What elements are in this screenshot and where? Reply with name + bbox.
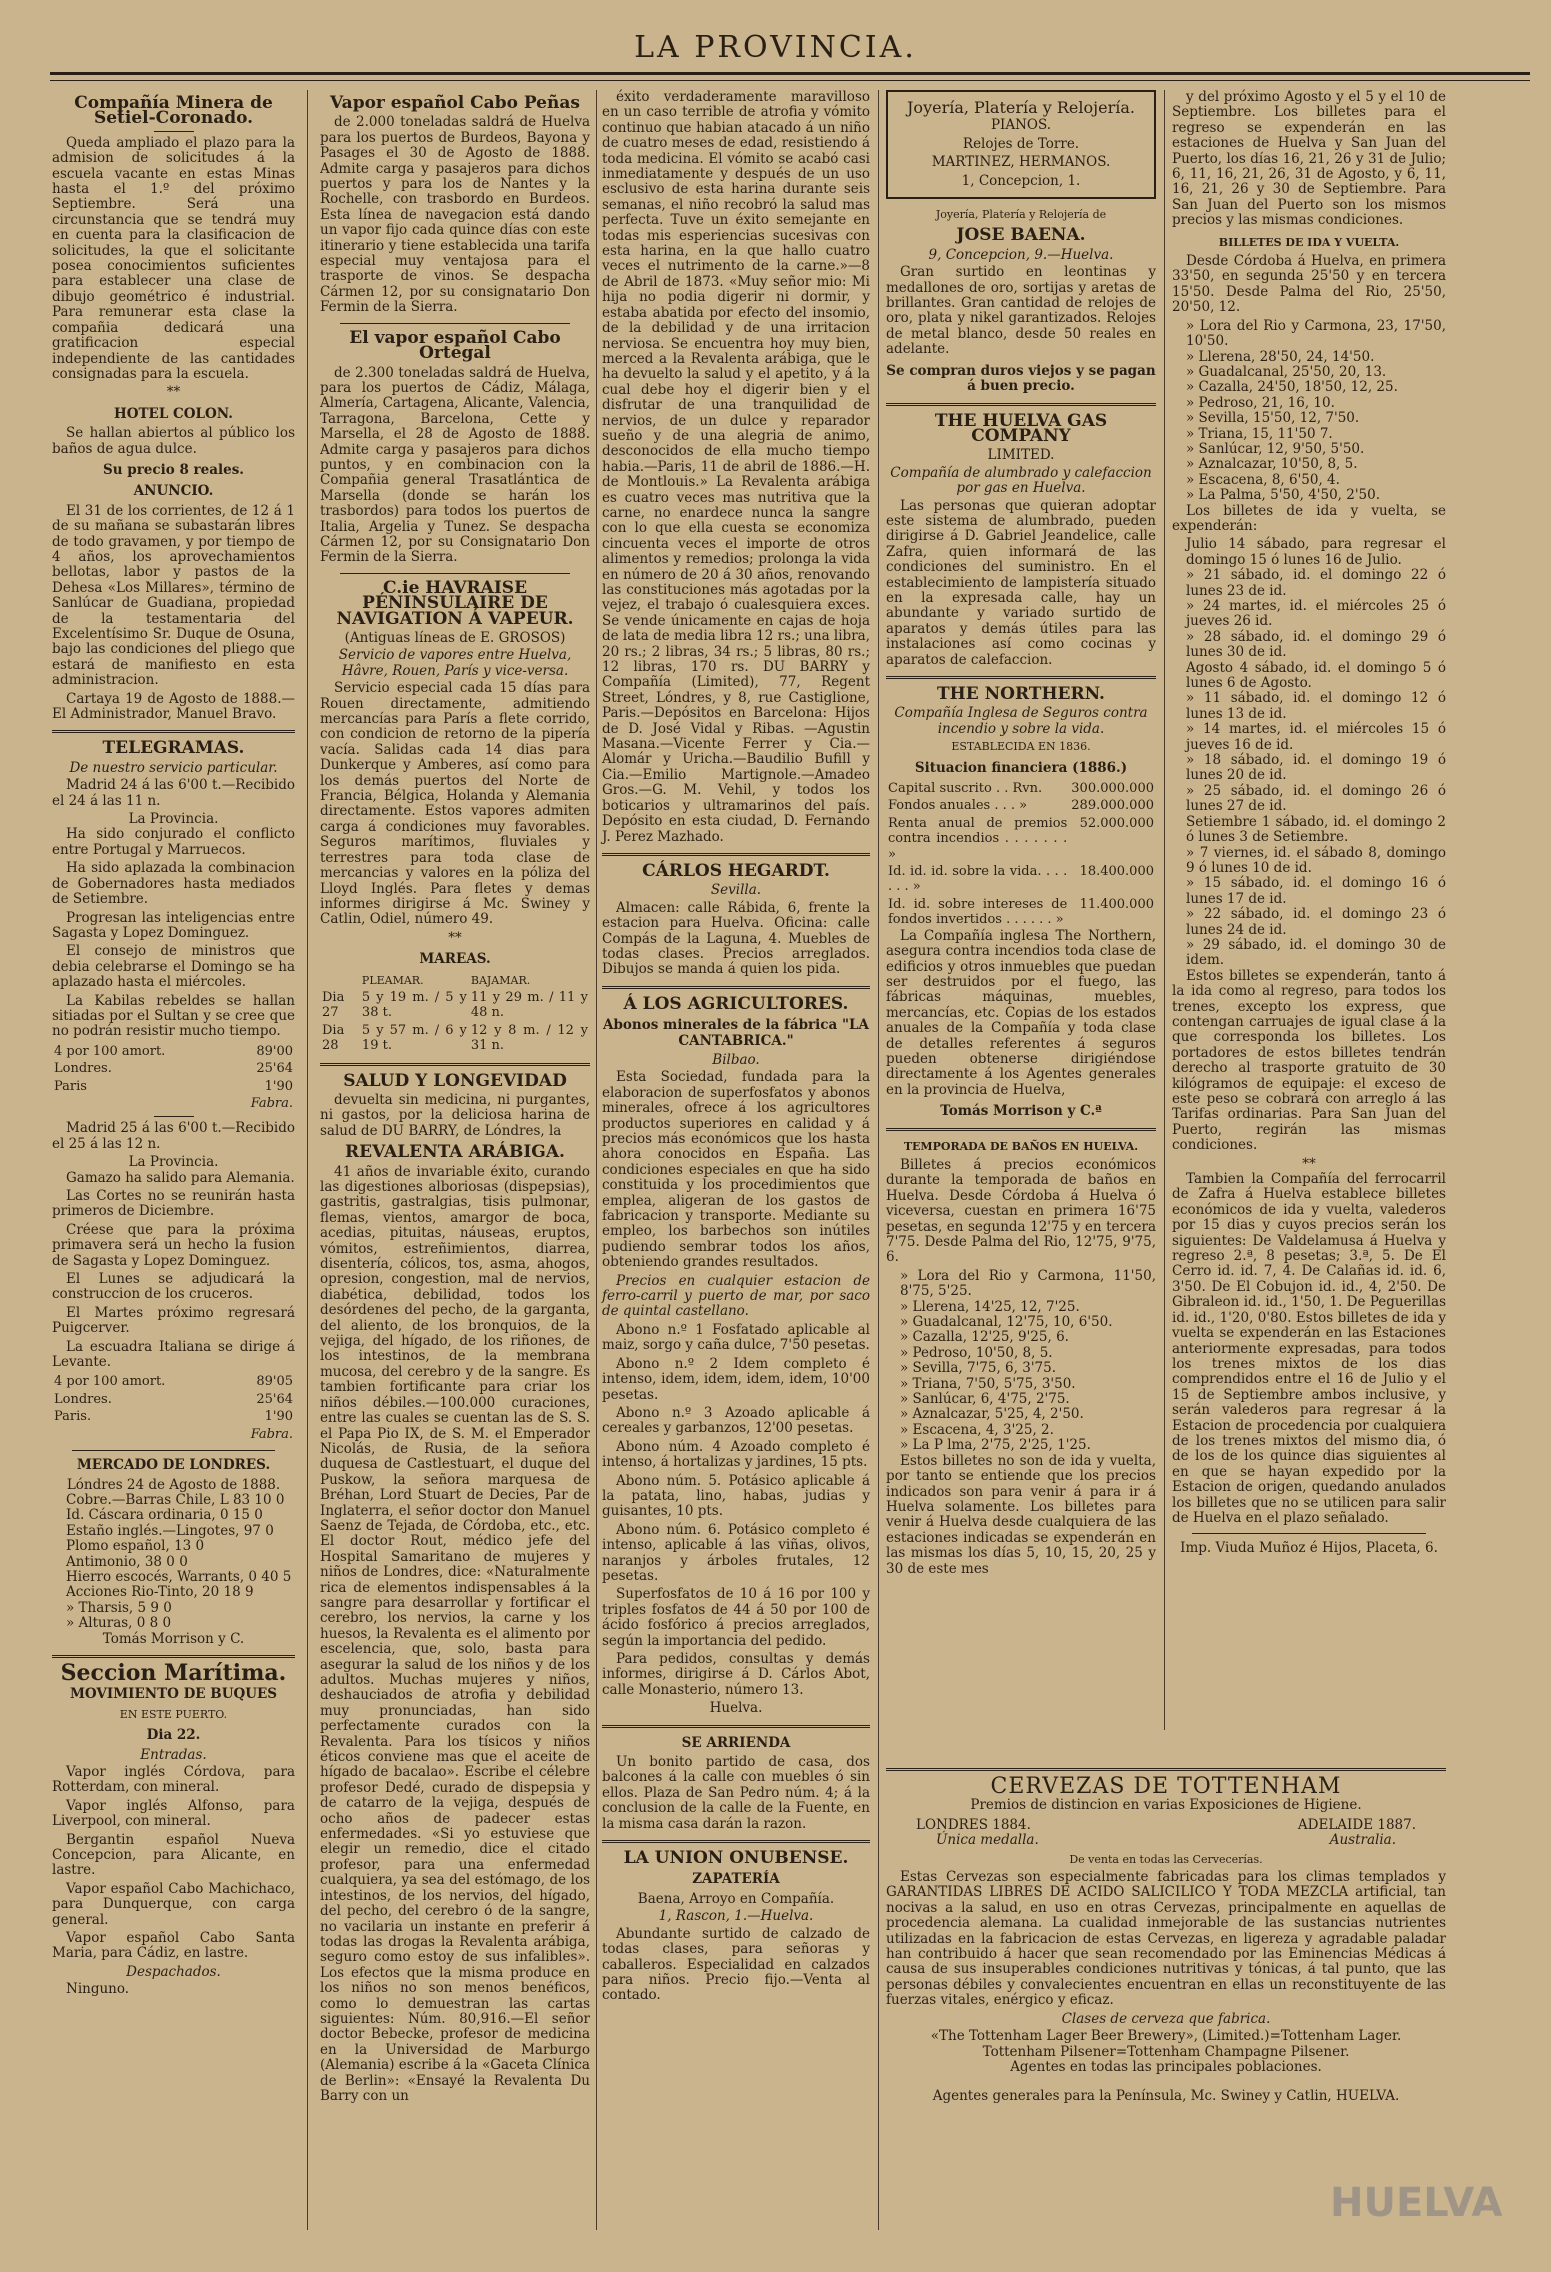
havraise-sub2: Servicio de vapores entre Huelva, Hâvre, Rouen, París y vice-versa. [338,647,572,679]
fecha-item: » 25 sábado, id. el domingo 26 ó lunes 27 de id. [1186,782,1446,815]
telegram2-item: El Lunes se adjudicará la construccion de los cruceros. [52,1271,295,1303]
arrienda-title: SE ARRIENDA [681,1734,791,1751]
telegram1-item: El consejo de ministros que debia celebrarse el Domingo se ha aplazado hasta el miércoles. [52,943,295,991]
idavuelta-item: » Sanlúcar, 12, 9'50, 5'50. [1186,440,1365,457]
agricultores-city2: Huelva. [709,1700,763,1717]
entrada-item: Vapor inglés Córdova, para Rotterdam, con mineral. [52,1764,295,1796]
hegardt-text: Almacen: calle Rábida, 6, frente la estacion para Huelva. Oficina: calle Compás de la Laguna, 4. Muebles de todas clases. Precios arreglados. Dibujos se manda á quien los pida. [602,899,870,978]
banos-item: » Aznalcazar, 5'25, 4, 2'50. [900,1406,1084,1423]
banos-text2: Estos billetes no son de ida y vuelta, por tanto se entiende que los precios indicados son para venir á para ir á Huelva solamente. Los billetes para venir á Huelva desde cualquiera de las estaciones indicadas se expenderán en las mismas los días 5, 10, 15, 20, 25 y 30 de este mes [886,1452,1156,1577]
northern-title: THE NORTHERN. [937,684,1105,704]
maritima-title: Seccion Marítima. [60,1659,287,1686]
agricultores-prices-head: Precios en cualquier estacion de ferro-carril y puerto de mar, por saco de quintal castellano. [602,1272,870,1320]
fecha-item: » 28 sábado, id. el domingo 29 ó lunes 30 de id. [1186,628,1446,661]
baena-buy: Se compran duros viejos y se pagan á buen precio. [886,362,1156,395]
telegram2-item: La escuadra Italiana se dirige á Levante. [52,1338,295,1371]
fecha-item: » 22 sábado, id. el domingo 23 ó lunes 24 de id. [1186,906,1446,938]
idavuelta-item: » Lora del Rio y Carmona, 23, 17'50, 10'50. [1186,317,1446,350]
ninguno-text: Ninguno. [66,1981,130,1998]
banos-item: » Triana, 7'50, 5'75, 3'50. [900,1375,1076,1392]
abono-item: Abono núm. 6. Potásico completo é intenso, aplicable á las viñas, olivos, naranjos y árboles frutales, 12 pesetas. [602,1521,870,1584]
revalenta-title: REVALENTA ARÁBIGA. [345,1142,565,1163]
abono-item: Para pedidos, consultas y demás informes, dirigirse á D. Cárlos Abot, calle Monasterio, número 13. [602,1651,870,1698]
telegram2-source: La Provincia. [128,1154,219,1171]
vapor1-title: Vapor español Cabo Peñas [330,93,580,113]
column-divider [1164,90,1165,1730]
hotel-text: Se hallan abiertos al público los baños de agua dulce. [52,425,295,457]
telegram1-head: Madrid 24 á las 6'00 t.—Recibido el 24 á las 11 n. [52,777,295,809]
movimiento-title: MOVIMIENTO DE BUQUES [69,1686,278,1703]
masthead-rule [50,72,1530,81]
telegram1-source: La Provincia. [128,811,219,828]
mercado-item: Cobre.—Barras Chile, L 83 10 0 [66,1491,285,1508]
banos-item: » Guadalcanal, 12'75, 10, 6'50. [900,1314,1113,1331]
tottenham-generales: Agentes generales para la Península, Mc. Swiney y Catlin, HUELVA. [932,2088,1400,2105]
abono-item: Abono núm. 5. Potásico aplicable á la patata, lino, habas, judias y guisantes, 10 pts. [602,1472,870,1520]
agricultores-city: Bilbao. [712,1051,760,1068]
telegram2-exchange: 4 por 100 amort. 89'05 Londres. 25'64 Paris. 1'90 Fabra. [54,1374,293,1442]
zapateria-text: Abundante surtido de calzado de todas clases, para señoras y caballeros. Especialidad en calzados para niños. Precio fijo.—Venta al contado. [602,1925,870,2004]
salud-intro: devuelta sin medicina, ni purgantes, ni gastos, por la deliciosa harina de salud de DU BARRY, de Lóndres, la [320,1091,590,1139]
tottenham-title: CERVEZAS DE TOTTENHAM [990,1774,1342,1799]
mercado-sign: Tomás Morrison y C. [102,1630,245,1647]
baena-addr: 9, Concepcion, 9.—Huelva. [928,246,1114,263]
banos-cont: y del próximo Agosto y el 5 y el 10 de Septiembre. Los billetes para el regreso se expenderán en las estaciones de Huelva y San Juan del Puerto, los días 16, 21, 26 y 31 de Julio; 6, 11, 16, 21, 26, 31 de Agosto, y 6, 11, 16, 21, 26 y 30 de Septiembre. Para San Juan del Puerto son los mismos precios y las mismas condiciones. [1172,89,1446,229]
tottenham-adelaide: ADELAIDE 1887. [1297,1816,1416,1833]
idavuelta-item: » Aznalcazar, 10'50, 8, 5. [1186,456,1358,473]
abono-item: Abono n.º 2 Idem completo é intenso, idem, idem, idem, idem, 10'00 pesetas. [602,1355,870,1403]
northern-est: ESTABLECIDA EN 1836. [951,740,1091,754]
hegardt-title: CÁRLOS HEGARDT. [642,860,830,881]
mercado-title: MERCADO DE LONDRES. [76,1457,271,1474]
northern-situacion: Situacion financiera (1886.) [914,759,1128,776]
fecha-item: » 24 martes, id. el miércoles 25 ó jueves 26 id. [1186,598,1446,630]
banos-item: » Cazalla, 12'25, 9'25, 6. [900,1329,1069,1346]
column-4 [886,90,1156,1720]
baena-head: Joyería, Platería y Relojería de [935,208,1107,222]
gas-text: Las personas que quieran adoptar este sistema de alumbrado, pueden dirigirse á D. Gabriel Jeandelice, calle Zafra, quien informará de las condiciones del suministro. En el establecimiento de lampistería situado en la expresada calle, hay un abundante y variado surtido de aparatos y demás útiles para las instalaciones así como cocinas y aparatos de calefaccion. [886,497,1156,668]
telegram2-head: Madrid 25 á las 6'00 t.—Recibido el 25 á las 12 n. [52,1120,295,1152]
column-divider [878,90,879,2230]
fecha-item: » 29 sábado, id. el domingo 30 de idem. [1186,936,1446,969]
fecha-item: » 18 sábado, id. el domingo 19 ó lunes 20 de id. [1186,752,1446,784]
fechas-text: Estos billetes se expenderán, tanto á la ida como al regreso, para todos los trenes, excepto los express, que contengan carruajes de igual clase á la que corresponda los billetes. Los portadores de estos billetes tendrán derecho al trasporte gratuito de 30 kilógramos de equipaje: el exceso de este peso se cobrará con arreglo á las Tarifas ordinarias. Para San Juan del Puerto, regirán las mismas condiciones. [1172,967,1446,1154]
telegram2-item: Créese que para la próxima primavera será un hecho la fusion de Sagasta y Lopez Dominguez. [52,1221,295,1269]
entradas-label: Entradas. [140,1746,207,1763]
tottenham-clases: Clases de cerveza que fabrica. [1061,2010,1271,2027]
telegram1-exchange: 4 por 100 amort. 89'00 Londres. 25'64 Paris 1'90 Fabra. [54,1043,293,1111]
havraise-text: Servicio especial cada 15 días para Rouen directamente, admitiendo mercancías para París a flete corrido, con condicion de retorno de la pipería vacía. Salidas cada 14 dias para Dunkerque y Amberes, así como para los demás puertos del Norte de Francia, Bélgica, Holanda y Alemania directamente. Estos vapores admiten carga á condiciones muy favorables. Seguros marítimos, fluviales y terrestres para toda clase de mercancias y valores en la póliza del Lloyd Inglés. Para fletes y demas informes dirigirse á Mc. Swiney y Catlin, Odiel, número 49. [320,680,590,928]
zapateria-title: ZAPATERÍA [692,1871,780,1888]
tottenham-australia: Australia. [1329,1832,1396,1849]
despachados-label: Despachados. [126,1963,221,1980]
banos-text: Billetes á precios económicos durante la temporada de baños en Huelva. Desde Córdoba á Huelva ó viceversa, cuestan en primera 16'75 pesetas, en segunda 12'75 y en tercera 7'75. Desde Palma del Rio, 12'75, 9'75, 6. [886,1156,1156,1266]
salud-text: 41 años de invariable éxito, curando las digestiones alboriosas (dispepsias), gastritis, gastralgias, tisis pulmonar, flemas, vientos, amargor de boca, acedias, pituitas, náuseas, eruptos, vómitos, estreñimientos, diarrea, disentería, cólicos, tos, asma, ahogos, opresion, congestion, mal de nervios, diabética, debilidad, todos los desórdenes del pecho, de la garganta, del aliento, de los bronquios, de la vejiga, del hígado, de los riñones, de los intestinos, de la membrana mucosa, del cerebro y de la sangre. Es tambien fortificante para criar los niños débiles.—100.000 curaciones, entre las cuales se cuentan las de S. S. el Papa Pio IX, de S. M. el Emperador Nicolás, de Rusia, de la señora duquesa de Castlestuart, el duque del Puskow, la señora marquesa de Bréhan, Lord Stuart de Decies, Par de Inglaterra, el señor doctor don Manuel Saenz de Tejada, de Córdoba, etc., etc. El doctor Rout, médico jefe del Hospital Samaritano de mujeres y niños de Londres, dice: «Naturalmente rica de elementos indispensables á la sangre para desarrollar y fortificar el cerebro, los nervios, la carne y los huesos, la Revalenta es el alimento por escelencia, que, solo, basta para asegurar la salud de los niños y de los adultos. Muchas mujeres y niños, deshauciados de atrofia y debilidad muy pronunciadas, han sido perfectamente curados con la Revalenta. Para los tísicos y niños éticos conviene mas que el aceite de hígado de bacalao». Escribe el célebre profesor Dedé, curado de dispepsia y de catarro de la vejiga, después de ocho años de padecer estas enfermedades. «Si yo estuviese que elegir un remedio, dice el citado profesor, para una enfermedad cualquiera, ya sea del estómago, de los intestinos, de los nervios, del hígado, del pecho, del cerebro ó de la sangre, no vacilaria un instante en preferir á todas las drogas la Revalenta arábiga, seguro como estoy de sus infalibles». Los efectos que la misma produce en los niños no son menos benéficos, como lo demuestran las cartas siguientes: Núm. 80,916.—El señor doctor Bebecke, profesor de medicina en la Universidad de Marburgo (Alemania) escribe á la «Gaceta Clínica de Berlin»: «Ensayé la Revalenta Du Barry con un [320,1163,590,2104]
northern-sub: Compañía Inglesa de Seguros contra incendio y sobre la vida. [894,705,1148,737]
fecha-item: Setiembre 1 sábado, id. el domingo 2 ó lunes 3 de Setiembre. [1186,813,1446,846]
mercado-item: Acciones Rio-Tinto, 20 18 9 [66,1584,254,1601]
column-divider [596,90,597,2230]
column-3 [602,90,870,2230]
fecha-item: » 7 viernes, id. el sábado 8, domingo 9 ó lunes 10 de id. [1186,844,1446,876]
union-title: LA UNION ONUBENSE. [623,1848,849,1869]
mercado-item: » Tharsis, 5 9 0 [66,1599,172,1616]
anuncio-text: El 31 de los corrientes, de 12 á 1 de su mañana se subastarán libres de todo gravamen, y por tiempo de 4 años, los aprovechamientos bellotas, labor y pastos de la Dehesa «Los Millares», término de Sanlúcar de Guadiana, propiedad de la testamentaria del Excelentísimo Sr. Duque de Osuna, bajo las condiciones del pliego que estará de manifiesto en esta administracion. [52,502,295,689]
agricultores-title: Á LOS AGRICULTORES. [623,993,849,1014]
tottenham-premios: Premios de distincion en varias Exposiciones de Higiene. [970,1797,1362,1814]
telegram1-item: Progresan las inteligencias entre Sagasta y Lopez Dominguez. [52,909,295,941]
idavuelta-item: » Pedroso, 21, 16, 10. [1186,394,1335,411]
telegram1-item: Ha sido aplazada la combinacion de Gobernadores hasta mediados de Setiembre. [52,860,295,908]
vapor1-text: de 2.000 toneladas saldrá de Huelva para los puertos de Burdeos, Bayona y Pasages el 30 de Agosto de 1888. Admite carga y pasajeros para dichos puertos y para los de Nantes y la Rochelle, con trasbordo en Burdeos. Esta línea de navegacion está dando un vapor fijo cada quince días con este itinerario y tiene establecida una tarifa especial muy ventajosa para el trasporte de vinos. Se despacha Cármen 12, por su consignatario Don Fermin de la Sierra. [320,114,590,316]
idavuelta-item: » La Palma, 5'50, 4'50, 2'50. [1186,487,1381,504]
mina-title: Compañía Minera de Setiel-Coronado. [74,93,273,129]
mercado-item: Plomo español, 13 0 [66,1538,205,1555]
baena-text: Gran surtido en leontinas y medallones de oro, sortijas y aretas de brillantes. Gran cantidad de relojes de oro, plata y nikel garantizados. Relojes de metal blanco, desde 50 reales en adelante. [886,264,1156,358]
idavuelta-item: » Guadalcanal, 25'50, 20, 13. [1186,363,1387,380]
idavuelta-text: Desde Córdoba á Huelva, en primera 33'50, en segunda 25'50 y en tercera 15'50. Desde Palma del Rio, 25'50, 20'50, 12. [1172,253,1446,316]
mina-text: Queda ampliado el plazo para la admision de solicitudes á la escuela vacante en estas Minas hasta el 1.º del próximo Septiembre. Será una circunstancia que se tendrá muy en cuenta para la clasificacion de solicitudes, la que el solicitante posea conocimientos suficientes para establecer una clase de dibujo geométrico é industrial. Para remunerar esta clase la compañia dedicará una gratificacion especial independiente de las cantidades consignadas para la escuela. [52,134,295,382]
northern-sign: Tomás Morrison y C.ª [940,1103,1102,1120]
tottenham-london: LONDRES 1884. [916,1816,1031,1833]
anuncio-title: ANUNCIO. [133,483,214,500]
zapateria-addr: 1, Rascon, 1.—Huelva. [658,1908,814,1925]
anuncio-sign: Cartaya 19 de Agosto de 1888.—El Administrador, Manuel Bravo. [52,690,295,723]
entrada-item: Vapor inglés Alfonso, para Liverpool, con mineral. [52,1797,295,1830]
telegram2-item: Gamazo ha salido para Alemania. [66,1169,295,1186]
northern-text: La Compañía inglesa The Northern, asegura contra incendios toda clase de edificios y otros inmuebles que puedan ser destruidos por el fuego, las fábricas máquinas, muebles, mercancías, etc. Copias de los estados anuales de la Compañía y toda clase de detalles referentes á seguros pueden obtenerse dirigiéndose directamente á los Agentes generales en la provincia de Huelva, [886,927,1156,1098]
column-5: y del próximo Agosto y el 5 y el 10 de Septiembre. Los billetes para el regreso se expenderán en las estaciones de Huelva y San Juan del Puerto, los días 16, 21, 26 y 31 de Julio; 6, 11, 16, 21, 26, 31 de Agosto, y 6, 11, 16, 21, 26 y 30 de Septiembre. Para San Juan del Puerto son los mismos precios y las mismas condiciones. BILLETES DE IDA Y VUELTA. Desde Córdoba á Huelva, en primera 33'50, en segunda 25'50 y en tercera 15'50. Desde Palma del Rio, 25'50, 20'50, 12. » Lora del Rio y Carmona, 23, 17'50, 10'50. » Llerena, 28'50, 24, 14'50. » Guadalcanal, 25'50, 20, 13. » Cazalla, 24'50, 18'50, 12, 25. » Pedroso, 21, 16, 10. » Sevilla, 15'50, 12, 7'50. » Triana, 15, 11'50 7. » Sanlúcar, 12, 9'50, 5'50. » Aznalcazar, 10'50, 8, 5. » Escacena, 8, 6'50, 4. » La Palma, 5'50, 4'50, 2'50. Los billetes de ida y vuelta, se expenderán: Julio 14 sábado, para regresar el domingo 15 ó lunes 16 de Julio. » 21 sábado, id. el domingo 22 ó lunes 23 de id. » 24 martes, id. el miércoles 25 ó jueves 26 id. » 28 sábado, id. el domingo 29 ó lunes 30 de id. Agosto 4 sábado, id. el domingo 5 ó lunes 6 de Agosto. » 11 sábado, id. el domingo 12 ó lunes 13 de id. » 14 martes, id. el miércoles 15 ó jueves 16 de id. » 18 sábado, id. el domingo 19 ó lunes 20 de id. » 25 sábado, id. el domingo 26 ó lunes 27 de id. Setiembre 1 sábado, id. el domingo 2 ó lunes 3 de Setiembre. » 7 viernes, id. el sábado 8, domingo 9 ó lunes 10 de id. » 15 sábado, id. el domingo 16 ó lunes 17 de id. » 22 sábado, id. el domingo 23 ó lunes 24 de id. » 29 sábado, id. el domingo 30 de idem. Estos billetes se expenderán, tanto á la ida como al regreso, para todos los trenes, excepto los express, que contengan carruajes de igual clase á la que corresponda los billetes. Los portadores de estos billetes tendrán derecho al trasporte gratuito de 30 kilógramos de equipaje: el exceso de este peso se cobrará con arreglo á las Tarifas ordinarias. Para San Juan del Puerto, regirán las mismas condiciones. ** Tambien la Compañía del ferrocarril de Zafra á Huelva establece billetes económicos de ida y vuelta, valederos por 15 dias y cuyos precios serán los siguientes: De Valdelamusa á Huelva y regreso 2.ª, 8 pesetas; 3.ª, 5. De El Cerro id. id. 7, 4. De Calañas id. id. 6, 3'50. De El Cobujon id. id., 4, 2'50. De Gibraleon id. id., 1'50, 1. De Peguerillas id. id., 1'20, 0'80. Estos billetes de ida y vuelta se expenderán en las Estaciones anteriormente expresadas, para todos los trenes mixtos de los dias comprendidos entre el 16 de Julio y el 15 de Septiembre ambos inclusive, y serán valederos para regresar á la Estacion de procedencia por cualquiera de los trenes mixtos del mismo dia, ó de los de los quince dias siguientes al en que se hayan expedido por la Estacion de origen, quedando anulados los billetes que no se utilicen para salir de Huelva en el plazo señalado. Imp. Viuda Muñoz é Hijos, Placeta, 6. [1172,89,1446,1557]
abono-item: Superfosfatos de 10 á 16 por 100 y triples fosfatos de 44 á 50 por 100 de ácido fosfórico á precios arreglados, según la importancia del pedido. [602,1586,870,1649]
gas-sub2: Compañía de alumbrado y calefaccion por gas en Huelva. [890,464,1152,497]
baena-title: JOSE BAENA. [956,225,1086,246]
fecha-item: » 11 sábado, id. el domingo 12 ó lunes 13 de id. [1186,690,1446,722]
archive-watermark: HUELVA [1330,2180,1503,2226]
joyeria-box: Joyería, Platería y Relojería. PIANOS. Relojes de Torre. MARTINEZ, HERMANOS. 1, Concepcion, 1. [886,90,1156,199]
fecha-item: Julio 14 sábado, para regresar el domingo 15 ó lunes 16 de Julio. [1186,536,1446,568]
banos-item: » Escacena, 4, 3'25, 2. [900,1421,1054,1438]
mercado-item: Estaño inglés.—Lingotes, 97 0 [66,1522,274,1539]
fecha-item: Agosto 4 sábado, id. el domingo 5 ó lunes 6 de Agosto. [1186,659,1446,692]
entrada-item: Vapor español Cabo Santa Maria, para Cádiz, en lastre. [52,1930,295,1962]
banos-item: » Pedroso, 10'50, 8, 5. [900,1344,1053,1361]
arrienda-text: Un bonito partido de casa, dos balcones á la calle con muebles ó sin ellos. Plaza de San Pedro núm. 4; á la conclusion de la calle de la Fuente, en la misma casa darán la razon. [602,1754,870,1832]
telegram2-item: Las Cortes no se reunirán hasta primeros de Diciembre. [52,1188,295,1220]
telegram1-item: Ha sido conjurado el conflicto entre Portugal y Marruecos. [52,826,295,858]
vapor2-text: de 2.300 toneladas saldrá de Huelva, para los puertos de Cádiz, Málaga, Almería, Cartagena, Alicante, Valencia, Tarragona, Barcelona, Cette y Marsella, el 28 de Agosto de 1888. Admite carga y pasajeros para dichos puntos, y en combinacion con la Compañia general Trasatlántica de Marsella (donde se harán los trasbordos) para todos los puertos de Italia, Argelia y Tunez. Se despacha Cármen 12, por su Consignatario Don Fermin de la Sierra. [320,364,590,566]
telegramas-sub: De nuestro servicio particular. [69,759,278,776]
banos-item: » Sanlúcar, 6, 4'75, 2'75. [900,1391,1070,1408]
dia-label: Dia 22. [146,1727,201,1744]
mareas-table: PLEAMAR. BAJAMAR. Dia 27 5 y 19 m. / 5 y 38 t. 11 y 29 m. / 11 y 48 n. Dia 28 5 y 57 m. / 6 y 19 t. 12 y 8 m. / 12 y 31 n. [322,973,588,1054]
tottenham-unica: Única medalla. [936,1832,1039,1849]
northern-table: Capital suscrito . . Rvn. 300.000.000 Fondos anuales . . . » 289.000.000 Renta anual de premios contra incendios . . . . . . . » 52.000.000 Id. id. id. sobre la vida. . . . . . . » 18.400.000 Id. id. sobre intereses de fondos invertidos . . . . . . » 11.400.000 [888,781,1154,928]
tottenham-ad [886,1768,1446,2105]
entrada-item: Vapor español Cabo Machichaco, para Dunquerque, con carga general. [52,1880,295,1928]
abono-item: Abono núm. 4 Azoado completo é intenso, á hortalizas y jardines, 15 pts. [602,1438,870,1471]
idavuelta-item: » Escacena, 8, 6'50, 4. [1186,471,1340,488]
gas-title: THE HUELVA GAS COMPANY [934,410,1108,446]
abono-item: Abono n.º 1 Fosfatado aplicable al maiz, sorgo y caña dulce, 7'50 pesetas. [602,1321,870,1354]
banos-item: » Llerena, 14'25, 12, 7'25. [900,1298,1080,1315]
agricultores-text: Esta Sociedad, fundada para la elaboracion de superfosfatos y abonos minerales, ofrece á los agricultores productos superiores en calidad y á precios más económicos que los hasta ahora conocidos en España. Las condiciones especiales en que ha sido constituida y los procedimientos que emplea, aligeran de los gastos de fabricacion y transporte. Mediante su empleo, los barbechos son inútiles pudiendo sembrar todos los años, obteniendo grandes resultados. [602,1069,870,1271]
tottenham-clases2: Tottenham Pilsener=Tottenham Champagne Pilsener. [982,2043,1350,2060]
havraise-title: C.ie HAVRAISE PÉNINSULAIRE DE NAVIGATION Á VAPEUR. [336,577,574,629]
banos-title: TEMPORADA DE BAÑOS EN HUELVA. [903,1139,1139,1153]
telegram2-item: El Martes próximo regresará Puigcerver. [52,1304,295,1337]
column-2: Vapor español Cabo Peñas de 2.000 toneladas saldrá de Huelva para los puertos de Burdeos, Bayona y Pasages el 30 de Agosto de 1888. Admite carga y pasajeros para dichos puertos y para los de Nantes y la Rochelle, con trasbordo en Burdeos. Esta línea de navegacion está dando un vapor fijo cada quince días con este itinerario y tiene establecida una tarifa especial muy ventajosa para el trasporte de vinos. Se despacha Cármen 12, por su consignatario Don Fermin de la Sierra. El vapor español Cabo Ortegal de 2.300 toneladas saldrá de Huelva, para los puertos de Cádiz, Málaga, Almería, Cartagena, Alicante, Valencia, Tarragona, Barcelona, Cette y Marsella, el 28 de Agosto de 1888. Admite carga y pasajeros para dichos puntos, y en combinacion con la Compañia general Trasatlántica de Marsella (donde se harán los trasbordos) para todos los puertos de Italia, Argelia y Tunez. Se despacha Cármen 12, por su Consignatario Don Fermin de la Sierra. C.ie HAVRAISE PÉNINSULAIRE DE NAVIGATION Á VAPEUR. (Antiguas líneas de E. GROSOS) Servicio de vapores entre Huelva, Hâvre, Rouen, París y vice-versa. Servicio especial cada 15 días para Rouen directamente, admitiendo mercancías para París a flete corrido, con condicion de retorno de la pipería vacía. Salidas cada 14 dias para Dunkerque y Amberes, así como para los demás puertos del Norte de Francia, Bélgica, Holanda y Alemania directamente. Estos vapores admiten carga á condiciones muy favorables. Seguros marítimos, fluviales y terrestres para toda clase de mercancias y valores en la póliza del Lloyd Inglés. Para fletes y demas informes dirigirse á Mc. Swiney y Catlin, Odiel, número 49. ** MAREAS. PLEAMAR. BAJAMAR. Dia 27 5 y 19 m. / 5 y 38 t. 11 y 29 m. / 11 y 48 n. Dia 28 5 y 57 m. / 6 y 19 t. 12 y 8 m. / 12 y 31 n. SALUD Y LONGEVIDAD devuelta sin medicina, ni purgantes, ni gastos, por la deliciosa harina de salud de DU BARRY, de Lóndres, la REVALENTA ARÁBIGA. 41 años de invariable éxito, curando las digestiones alboriosas (dispepsias), gastritis, gastralgias, tisis pulmonar, flemas, vientos, amargor de boca, acedias, pituitas, náuseas, eruptos, vómitos, estreñimientos, diarrea, disentería, cólicos, tos, asma, ahogos, opresion, congestion, mal de nervios, diabética, debilidad, todos los desórdenes del pecho, de la garganta, del aliento, de los bronquios, de la vejiga, del hígado, de los riñones, de los intestinos, de la membrana mucosa, del cerebro y de la sangre. Es tambien fortificante para criar los niños débiles.—100.000 curaciones, entre las cuales se cuentan las de S. S. el Papa Pio IX, de S. M. el Emperador Nicolás, de Rusia, de la señora duquesa de Castlestuart, el duque del Puskow, la señora marquesa de Bréhan, Lord Stuart de Decies, Par de Inglaterra, el señor doctor don Manuel Saenz de Tejada, de Córdoba, etc., etc. El doctor Rout, médico jefe del Hospital Samaritano de mujeres y niños de Londres, dice: «Naturalmente rica de elementos indispensables á la sangre para desarrollar y fortificar el cerebro, los nervios, la carne y los huesos, la Revalenta es el alimento por escelencia, que, solo, basta para asegurar la salud de los niños y de los adultos. Muchas mujeres y niños, deshauciados de atrofia y debilidad muy pronunciadas, han sido perfectamente curados con la Revalenta. Para los tísicos y niños éticos conviene mas que el aceite de hígado de bacalao». Escribe el célebre profesor Dedé, curado de dispepsia y de catarro de la vejiga, después de ocho años de padecer estas enfermedades. «Si yo estuviese que elegir un remedio, dice el citado profesor, para una enfermedad cualquiera, ya sea del estómago, de los intestinos, de los nervios, del hígado, del pecho, del cerebro ó de la sangre, no vacilaria un instante en preferir á todas las drogas la Revalenta arábiga, seguro como estoy de sus infalibles». Los efectos que la misma produce en los niños no son menos benéficos, como lo demuestran las cartas siguientes: Núm. 80,916.—El señor doctor Bebecke, profesor de medicina en la Universidad de Marburgo (Alemania) escribe á la «Gaceta Clínica de Berlin»: «Ensayé la Revalenta Du Barry con un [320,93,590,2104]
tottenham-venta: De venta en todas las Cervecerías. [1069,1852,1263,1866]
hotel-price: Su precio 8 reales. [102,461,245,478]
banos-item: » La P lma, 2'75, 2'25, 1'25. [900,1437,1091,1454]
mercado-item: Id. Cáscara ordinaria, 0 15 0 [66,1507,263,1524]
fecha-item: » 14 martes, id. el miércoles 15 ó jueves 16 de id. [1186,721,1446,753]
fecha-item: » 15 sábado, id. el domingo 16 ó lunes 17 de id. [1186,875,1446,907]
tottenham-text: Estas Cervezas son especialmente fabricadas para los climas templados y GARANTIDAS LIBRES DE ACIDO SALICILICO Y TODA MEZCLA artificial, tan nocivas a la salud, en uso en otras Cervezas, principalmente en aquellas de procedencia alemana. La cualidad inmejorable de las sustancias nutrientes utilizadas en la fabricacion de estas Cervezas, en ligereza y agradable paladar han contribuido á hacer que sean recomendado por las Eminencias Médicas á causa de sus insuperables condiciones nutritivas y tónicas, á tal punto, que las personas débiles y convalecientes encuentran en ellas un reconstituyente de las fuerzas vitales, enérgico y eficaz. [886,1869,1446,2009]
zafra-text: Tambien la Compañía del ferrocarril de Zafra á Huelva establece billetes económicos de ida y vuelta, valederos por 15 dias y cuyos precios serán los siguientes: De Valdelamusa á Huelva y regreso 2.ª, 8 pesetas; 3.ª, 5. De El Cerro id. id. 7, 4. De Calañas id. id. 6, 3'50. De El Cobujon id. id., 4, 2'50. De Gibraleon id. id., 1'50, 1. De Peguerillas id. id., 1'20, 0'80. Estos billetes de ida y vuelta se expenderán en las Estaciones anteriormente expresadas, para todos los trenes mixtos de los dias comprendidos entre el 16 de Julio y el 15 de Septiembre ambos inclusive, y serán valederos para regresar á la Estacion de procedencia por cualquiera de los trenes mixtos del mismo dia, ó de los de los quince dias siguientes al en que se hayan expedido por la Estacion de origen, quedando anulados los billetes que no se utilicen para salir de Huelva en el plazo señalado. [1172,1171,1446,1526]
imprenta: Imp. Viuda Muñoz é Hijos, Placeta, 6. [1180,1540,1438,1557]
revalenta-cont: éxito verdaderamente maravilloso en un caso terrible de atrofia y vómito continuo que habian atacado á un niño de cuatro meses de edad, resistiendo á toda medicina. El vómito se acabó casi inmediatamente y después de un uso esclusivo de esta harina durante seis semanas, el niño recobró la salud mas perfecta. Tuve un éxito semejante en todas mis esperiencias sucesivas con esta harina, en la que hallo cuatro veces el nutrimento de la carne.»—8 de Abril de 1873. «Muy señor mio: Mi hija no podia digerir ni dormir, y estaba abatida por efecto del insomio, de la debilidad y de una irritacion nerviosa. Se encuentra hoy muy bien, merced a la Revalenta arábiga, que le ha devuelto la salud y el apetito, y á la cual debe hoy el digerir bien y el disfrutar de una tranquilidad de nervios, de un dulce y reparador sueño y de una alegria de animo, desconocidos de ella mucho tiempo habia.—Paris, 11 de abril de 1886.—H. de Montlouis.» La Revalenta arábiga es cuatro veces mas nutritiva que la carne, no enardece nunca la sangre con lo que ella cuesta se economiza cincuenta veces el importe de otros alimentos y remedios; prolonga la vida en número de 20 á 30 años, renovando las constituciones más agotadas por la vejez, el trabajo ó cualesquiera exces. Se vende únicamente en cajas de hoja de lata de media libra 12 rs.; una libra, 20 rs.; 2 libras, 34 rs.; 5 libras, 80 rs.; 12 libras, 170 rs. DU BARRY y Compañía (Limited), 77, Regent Street, Lóndres, y 8, rue Castiglione, Paris.—Depósitos en Barcelona: Hijos de D. José Vidal y Ribas. —Agustin Masana.—Vicente Ferrer y Cia.—Alomár y Uricha.—Baudilio Bufill y Cia.—Emilio Martignole.—Amadeo Gros.—G. M. Vehil, y todos los boticarios y ultramarinos del país. Depósito en esta ciudad, D. Fernando J. Perez Mazhado. [602,89,870,845]
tottenham-clases1: «The Tottenham Lager Beer Brewery», (Limited.)=Tottenham Lager. [930,2028,1402,2045]
vapor2-title: El vapor español Cabo Ortegal [349,327,561,364]
column-1: Compañía Minera de Setiel-Coronado. Queda ampliado el plazo para la admision de solicitudes á la escuela vacante en estas Minas hasta el 1.º del próximo Septiembre. Será una circunstancia que se tendrá muy en cuenta para la clasificacion de solicitudes, la que el solicitante posea conocimientos suficientes para establecer una clase de dibujo geométrico é industrial. Para remunerar esta clase la compañia dedicará una gratificacion especial independiente de las cantidades consignadas para la escuela. ** HOTEL COLON. Se hallan abiertos al público los baños de agua dulce. Su precio 8 reales. ANUNCIO. El 31 de los corrientes, de 12 á 1 de su mañana se subastarán libres de todo gravamen, y por tiempo de 4 años, los aprovechamientos bellotas, labor y pastos de la Dehesa «Los Millares», término de Sanlúcar de Guadiana, propiedad de la testamentaria del Excelentísimo Sr. Duque de Osuna, bajo las condiciones del pliego que estará de manifiesto en esta administracion. Cartaya 19 de Agosto de 1888.—El Administrador, Manuel Bravo. TELEGRAMAS. De nuestro servicio particular. Madrid 24 á las 6'00 t.—Recibido el 24 á las 11 n. La Provincia. Ha sido conjurado el conflicto entre Portugal y Marruecos. Ha sido aplazada la combinacion de Gobernadores hasta mediados de Setiembre. Progresan las inteligencias entre Sagasta y Lopez Dominguez. El consejo de ministros que debia celebrarse el Domingo se ha aplazado hasta el miércoles. La Kabilas rebeldes se hallan sitiadas por el Sultan y se cree que no podrán resistir mucho tiempo. 4 por 100 amort. 89'00 Londres. 25'64 Paris 1'90 Fabra. Madrid 25 á las 6'00 t.—Recibido el 25 á las 12 n. La Provincia. Gamazo ha salido para Alemania. Las Cortes no se reunirán hasta primeros de Diciembre. Créese que para la próxima primavera será un hecho la fusion de Sagasta y Lopez Dominguez. El Lunes se adjudicará la construccion de los cruceros. El Martes próximo regresará Puigcerver. La escuadra Italiana se dirige á Levante. 4 por 100 amort. 89'05 Londres. 25'64 Paris. 1'90 Fabra. MERCADO DE LONDRES. Lóndres 24 de Agosto de 1888. Cobre.—Barras Chile, L 83 10 0 Id. Cáscara ordinaria, 0 15 0 Estaño inglés.—Lingotes, 97 0 Plomo español, 13 0 Antimonio, 38 0 0 Hierro escocés, Warrants, 0 40 5 Acciones Rio-Tinto, 20 18 9 » Tharsis, 5 9 0 » Alturas, 0 8 0 Tomás Morrison y C. Seccion Marítima. MOVIMIENTO DE BUQUES EN ESTE PUERTO. Dia 22. Entradas. Vapor inglés Córdova, para Rotterdam, con mineral. Vapor inglés Alfonso, para Liverpool, con mineral. Bergantin español Nueva Concepcion, para Alicante, en lastre. Vapor español Cabo Machichaco, para Dunquerque, con carga general. Vapor español Cabo Santa Maria, para Cádiz, en lastre. Despachados. Ninguno. [52,93,295,1998]
zapateria-sub: Baena, Arroyo en Compañía. [637,1890,835,1907]
hegardt-city: Sevilla. [710,882,762,899]
hotel-title: HOTEL COLON. [114,405,233,422]
telegram1-item: La Kabilas rebeldes se hallan sitiadas por el Sultan y se cree que no podrán resistir mucho tiempo. [52,992,295,1040]
idavuelta-item: » Triana, 15, 11'50 7. [1186,425,1333,442]
idavuelta-title: BILLETES DE IDA Y VUELTA. [1218,235,1400,249]
mercado-item: Hierro escocés, Warrants, 0 40 5 [66,1568,292,1585]
gas-sub: LIMITED. [987,447,1055,464]
havraise-sub: (Antiguas líneas de E. GROSOS) [344,630,566,646]
abono-item: Abono n.º 3 Azoado aplicable á cereales y garbanzos, 12'00 pesetas. [602,1404,870,1437]
idavuelta-item: » Cazalla, 24'50, 18'50, 12, 25. [1186,379,1398,396]
movimiento-sub: EN ESTE PUERTO. [119,1707,228,1721]
mercado-item: Antimonio, 38 0 0 [66,1553,188,1570]
entrada-item: Bergantin español Nueva Concepcion, para Alicante, en lastre. [52,1831,295,1879]
banos-item: » Sevilla, 7'75, 6, 3'75. [900,1360,1057,1377]
idavuelta-item: » Llerena, 28'50, 24, 14'50. [1186,348,1375,365]
fecha-item: » 21 sábado, id. el domingo 22 ó lunes 23 de id. [1186,567,1446,599]
column-divider [307,90,308,2230]
salud-title: SALUD Y LONGEVIDAD [343,1070,567,1091]
mercado-date: Lóndres 24 de Agosto de 1888. [66,1476,281,1493]
masthead: LA PROVINCIA. [634,30,917,65]
idavuelta-text2: Los billetes de ida y vuelta, se expenderán: [1172,502,1446,534]
agricultores-sub: Abonos minerales de la fábrica "LA CANTABRICA." [603,1017,869,1049]
mareas-title: MAREAS. [419,951,491,968]
tottenham-agentes: Agentes en todas las principales poblaciones. [1010,2058,1322,2075]
mercado-item: » Alturas, 0 8 0 [66,1615,172,1632]
telegramas-title: TELEGRAMAS. [102,738,245,759]
idavuelta-item: » Sevilla, 15'50, 12, 7'50. [1186,410,1360,427]
banos-item: » Lora del Rio y Carmona, 11'50, 8'75, 5'25. [900,1267,1156,1300]
